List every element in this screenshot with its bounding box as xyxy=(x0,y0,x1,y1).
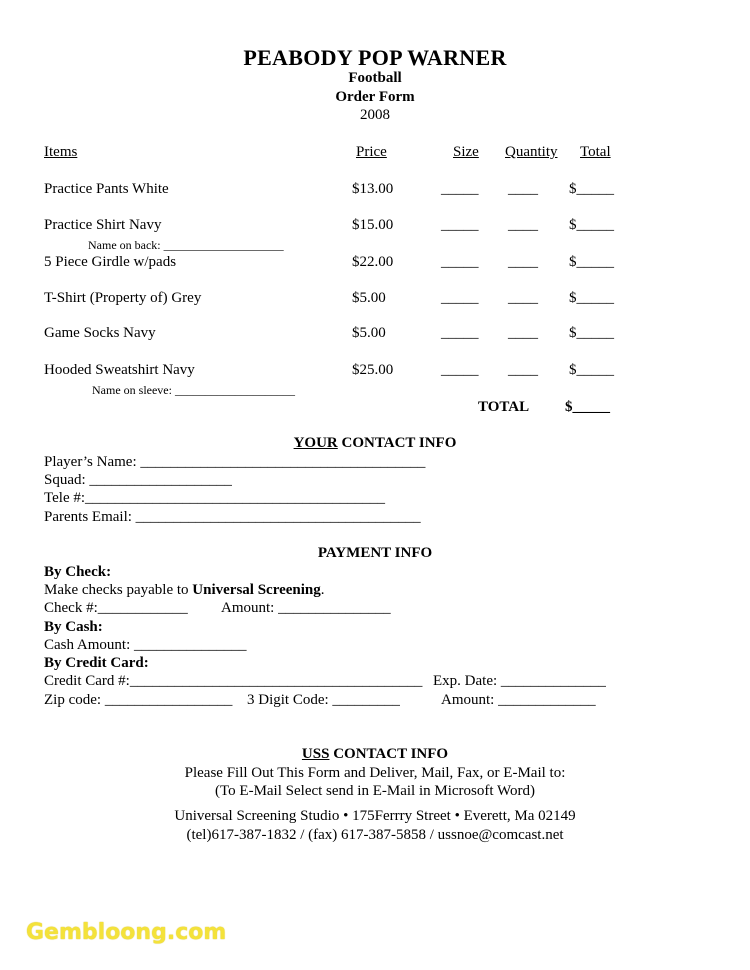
item-size-field[interactable]: _____ xyxy=(441,362,479,378)
item-size-field[interactable]: _____ xyxy=(441,254,479,270)
item-name: Hooded Sweatshirt Navy xyxy=(44,362,195,378)
page-title: PEABODY POP WARNER xyxy=(243,45,507,70)
uss-phone-email: (tel)617-387-1832 / (fax) 617-387-5858 / ussnoe@comcast.net xyxy=(186,827,564,843)
item-size-field[interactable]: _____ xyxy=(441,290,479,306)
make-checks-prefix: Make checks payable to xyxy=(44,582,193,598)
item-quantity-field[interactable]: ____ xyxy=(508,254,538,270)
uss-email-note: (To E-Mail Select send in E-Mail in Microsoft Word) xyxy=(215,783,535,799)
uss-heading-rest: CONTACT INFO xyxy=(329,746,449,762)
squad-field[interactable]: Squad: ___________________ xyxy=(44,472,232,488)
check-amount-field[interactable]: Amount: _______________ xyxy=(221,600,391,616)
parents-email-field[interactable]: Parents Email: ______________________________________ xyxy=(44,509,421,525)
item-size-field[interactable]: _____ xyxy=(441,325,479,341)
exp-date-field[interactable]: Exp. Date: ______________ xyxy=(433,673,606,689)
by-cash-label: By Cash: xyxy=(44,619,103,635)
name-on-back-field[interactable]: Name on back: ____________________ xyxy=(88,238,284,252)
by-check-label: By Check: xyxy=(44,564,112,580)
contact-heading xyxy=(0,435,750,452)
item-price: $5.00 xyxy=(352,290,386,306)
item-quantity-field[interactable]: ____ xyxy=(508,181,538,197)
item-quantity-field[interactable]: ____ xyxy=(508,325,538,341)
payment-heading: PAYMENT INFO xyxy=(317,545,433,561)
col-header-quantity: Quantity xyxy=(505,144,558,160)
make-checks-text xyxy=(44,582,325,599)
card-amount-field[interactable]: Amount: _____________ xyxy=(441,692,596,708)
uss-instructions: Please Fill Out This Form and Deliver, Mail, Fax, or E-Mail to: xyxy=(184,765,566,781)
item-total-field[interactable]: $_____ xyxy=(569,290,614,306)
player-name-field[interactable]: Player’s Name: ______________________________________ xyxy=(44,454,426,470)
subtitle-sport: Football xyxy=(348,70,402,86)
item-name: T-Shirt (Property of) Grey xyxy=(44,290,202,306)
contact-heading-your: YOUR xyxy=(293,435,338,451)
item-price: $13.00 xyxy=(352,181,394,197)
item-quantity-field[interactable]: ____ xyxy=(508,362,538,378)
item-price: $5.00 xyxy=(352,325,386,341)
total-label: TOTAL xyxy=(478,399,530,415)
item-size-field[interactable]: _____ xyxy=(441,217,479,233)
subtitle-year: 2008 xyxy=(360,107,390,123)
tele-field[interactable]: Tele #:________________________________________ xyxy=(44,490,386,506)
uss-address: Universal Screening Studio • 175Ferrry Street • Everett, Ma 02149 xyxy=(174,808,576,824)
by-credit-card-label: By Credit Card: xyxy=(44,655,149,671)
watermark-text: Gembloong.com xyxy=(26,920,227,945)
digit-code-field[interactable]: 3 Digit Code: _________ xyxy=(247,692,400,708)
credit-card-number-field[interactable]: Credit Card #:_______________________________________ xyxy=(44,673,423,689)
item-size-field[interactable]: _____ xyxy=(441,181,479,197)
uss-heading-uss: USS xyxy=(301,746,330,762)
zip-code-field[interactable]: Zip code: _________________ xyxy=(44,692,233,708)
col-header-size: Size xyxy=(453,144,479,160)
item-price: $25.00 xyxy=(352,362,394,378)
col-header-total: Total xyxy=(580,144,611,160)
uss-heading xyxy=(0,746,750,763)
item-total-field[interactable]: $_____ xyxy=(569,254,614,270)
subtitle-form: Order Form xyxy=(335,89,415,105)
item-quantity-field[interactable]: ____ xyxy=(508,217,538,233)
cash-amount-field[interactable]: Cash Amount: _______________ xyxy=(44,637,247,653)
name-on-sleeve-field[interactable]: Name on sleeve: ____________________ xyxy=(92,383,295,397)
item-total-field[interactable]: $_____ xyxy=(569,325,614,341)
item-price: $15.00 xyxy=(352,217,394,233)
item-total-field[interactable]: $_____ xyxy=(569,362,614,378)
item-name: 5 Piece Girdle w/pads xyxy=(44,254,177,270)
make-checks-suffix: . xyxy=(320,582,325,598)
make-checks-company: Universal Screening xyxy=(192,582,321,598)
check-number-field[interactable]: Check #:____________ xyxy=(44,600,188,616)
col-header-price: Price xyxy=(356,144,387,160)
item-name: Practice Pants White xyxy=(44,181,169,197)
contact-heading-rest: CONTACT INFO xyxy=(337,435,457,451)
col-header-items: Items xyxy=(44,144,78,160)
item-name: Game Socks Navy xyxy=(44,325,156,341)
item-name: Practice Shirt Navy xyxy=(44,217,162,233)
item-price: $22.00 xyxy=(352,254,394,270)
item-quantity-field[interactable]: ____ xyxy=(508,290,538,306)
grand-total-field[interactable]: $_____ xyxy=(565,399,610,415)
item-total-field[interactable]: $_____ xyxy=(569,181,614,197)
item-total-field[interactable]: $_____ xyxy=(569,217,614,233)
